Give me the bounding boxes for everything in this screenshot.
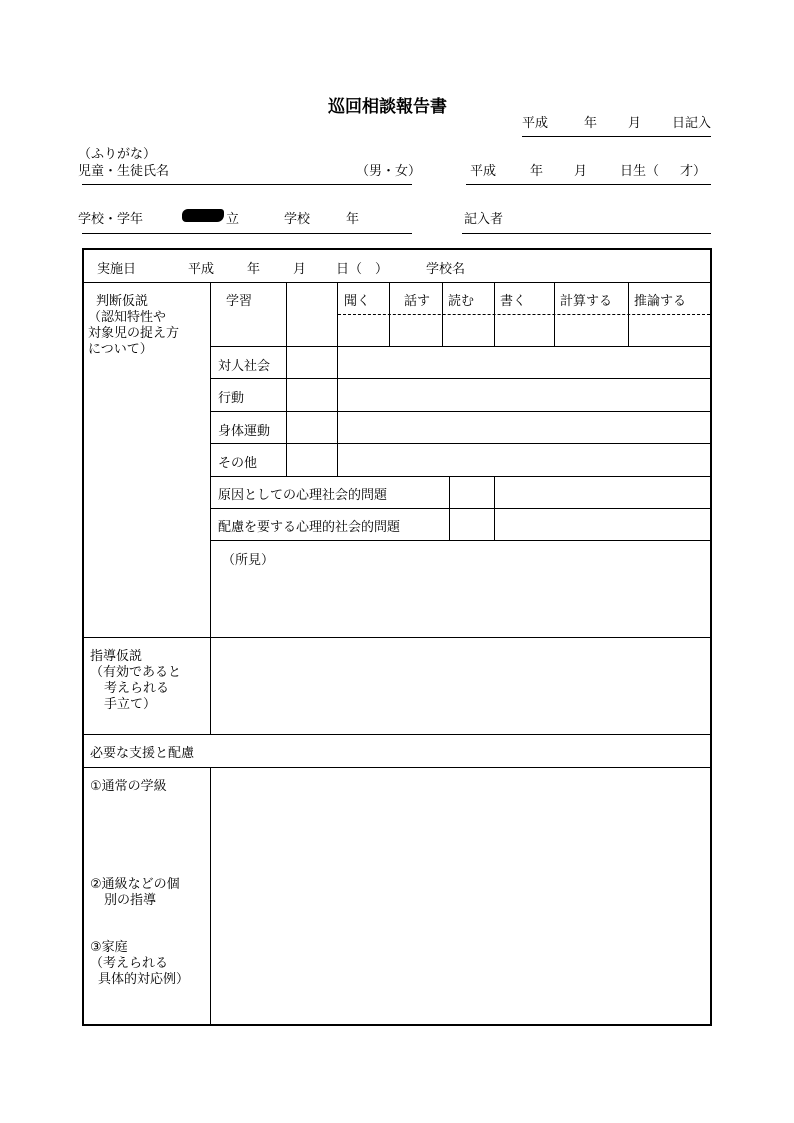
support-home-line2: （考えられる bbox=[90, 956, 169, 971]
row-physical: 身体運動 bbox=[218, 424, 271, 439]
furigana-label: （ふりがな） bbox=[78, 147, 157, 162]
record-year: 年 bbox=[584, 116, 598, 131]
guidance-label-line1: 指導仮説 bbox=[90, 649, 143, 664]
school-grade-label: 学校・学年 bbox=[78, 212, 144, 227]
skill-speak: 話す bbox=[404, 294, 431, 309]
record-month: 月 bbox=[628, 116, 642, 131]
row-divider bbox=[211, 508, 711, 509]
record-day-label: 日記入 bbox=[672, 116, 712, 131]
date-label: 実施日 bbox=[97, 262, 137, 277]
date-month: 月 bbox=[293, 262, 307, 277]
record-date-underline bbox=[522, 136, 711, 137]
row-divider bbox=[83, 734, 711, 735]
grade-year: 年 bbox=[346, 212, 360, 227]
skill-listen: 聞く bbox=[344, 294, 371, 309]
support-individual-line2: 別の指導 bbox=[104, 893, 157, 908]
skill-read: 読む bbox=[448, 294, 475, 309]
row-divider bbox=[83, 637, 711, 638]
psych-consideration-label: 配慮を要する心理的社会的問題 bbox=[218, 520, 401, 535]
row-divider bbox=[211, 540, 711, 541]
col-divider bbox=[442, 283, 443, 346]
record-era: 平成 bbox=[522, 116, 549, 131]
birth-day-label: 日生（ bbox=[620, 164, 660, 179]
skill-calculate: 計算する bbox=[560, 294, 613, 309]
col-divider bbox=[494, 283, 495, 346]
skill-reason: 推論する bbox=[634, 294, 687, 309]
birth-era: 平成 bbox=[470, 164, 497, 179]
page-title: 巡回相談報告書 bbox=[328, 97, 447, 117]
date-day: 日（ ） bbox=[336, 262, 389, 277]
judgment-label-line2: （認知特性や bbox=[88, 310, 167, 325]
learning-label: 学習 bbox=[226, 294, 253, 309]
col-divider bbox=[494, 476, 495, 540]
gender-label: （男・女） bbox=[356, 164, 422, 179]
recorder-label: 記入者 bbox=[464, 212, 504, 227]
birth-underline bbox=[466, 184, 711, 185]
psych-cause-label: 原因としての心理社会的問題 bbox=[218, 488, 388, 503]
guidance-label-line2: （有効であると bbox=[90, 665, 182, 680]
support-regular-class: ①通常の学級 bbox=[90, 779, 167, 794]
row-behavior: 行動 bbox=[218, 391, 245, 406]
judgment-label-line3: 対象児の捉え方 bbox=[88, 326, 180, 341]
skill-write: 書く bbox=[500, 294, 527, 309]
col-divider bbox=[210, 283, 211, 734]
school-underline bbox=[82, 233, 412, 234]
date-era: 平成 bbox=[188, 262, 215, 277]
col-divider bbox=[210, 768, 211, 1024]
student-name-label: 児童・生徒氏名 bbox=[78, 164, 170, 179]
guidance-label-line3: 考えられる bbox=[104, 681, 170, 696]
col-divider bbox=[389, 283, 390, 346]
recorder-underline bbox=[462, 233, 711, 234]
col-divider bbox=[286, 283, 287, 476]
support-individual-line1: ②通級などの個 bbox=[90, 877, 180, 892]
row-social: 対人社会 bbox=[218, 359, 271, 374]
row-divider bbox=[83, 767, 711, 768]
date-year: 年 bbox=[247, 262, 261, 277]
judgment-label-line1: 判断仮説 bbox=[96, 294, 149, 309]
birth-month: 月 bbox=[574, 164, 588, 179]
row-other: その他 bbox=[218, 456, 258, 471]
col-divider bbox=[449, 476, 450, 540]
skills-dashed-line bbox=[338, 314, 710, 315]
school-label: 学校 bbox=[284, 212, 311, 227]
judgment-label-line4: について） bbox=[88, 342, 153, 357]
col-divider bbox=[337, 283, 338, 476]
support-home-line3: 具体的対応例） bbox=[98, 972, 190, 987]
col-divider bbox=[554, 283, 555, 346]
support-header: 必要な支援と配慮 bbox=[90, 746, 195, 761]
support-home-line1: ③家庭 bbox=[90, 940, 128, 955]
school-name-label: 学校名 bbox=[426, 262, 466, 277]
findings-label: （所見） bbox=[222, 553, 275, 568]
guidance-label-line4: 手立て） bbox=[104, 697, 157, 712]
age-label: 才） bbox=[680, 164, 707, 179]
school-suffix: 立 bbox=[226, 212, 240, 227]
row-divider bbox=[211, 476, 711, 477]
student-name-underline bbox=[82, 184, 412, 185]
row-divider bbox=[83, 282, 711, 283]
redaction-mark bbox=[182, 209, 224, 222]
birth-year: 年 bbox=[530, 164, 544, 179]
col-divider bbox=[628, 283, 629, 346]
